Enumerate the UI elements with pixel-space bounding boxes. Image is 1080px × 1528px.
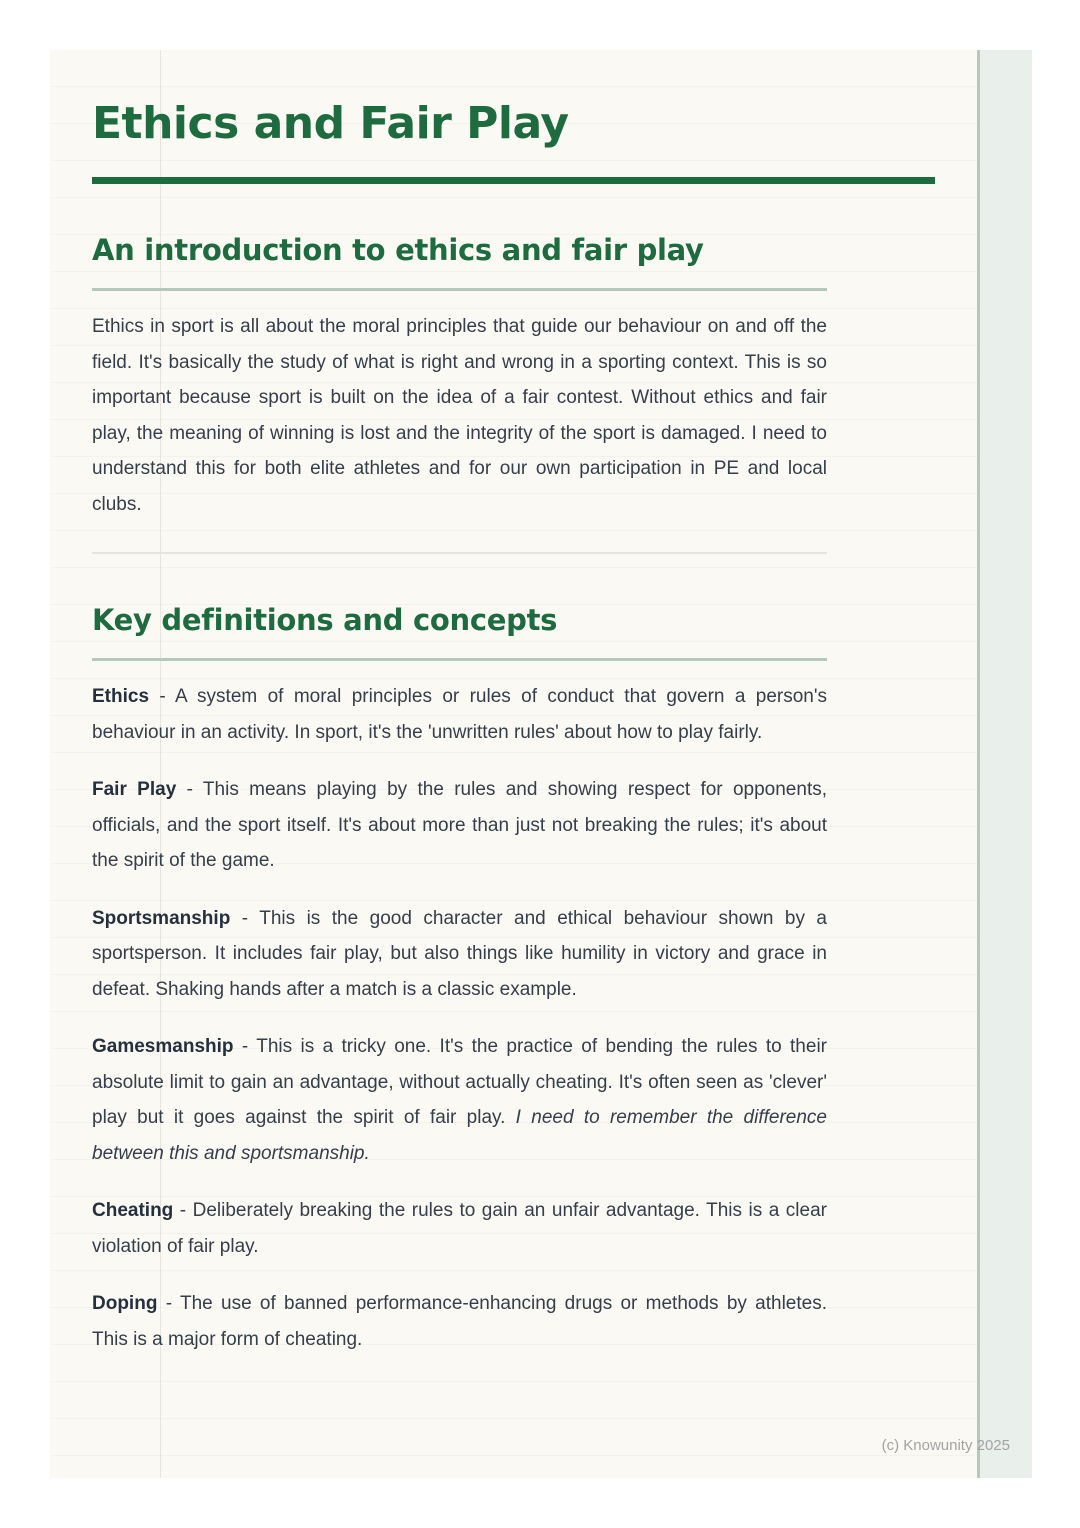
- definition-text: - This is a tricky one. It's the practice of bending the rules to their absolute limit to gain an advantage, without actually cheating. It's often seen as 'clever' play but it goes against the spirit of fair play.: [92, 1036, 827, 1128]
- definition-text: - The use of banned performance-enhancing drugs or methods by athletes. This is a major form of cheating.: [92, 1293, 827, 1350]
- section-introduction: [92, 229, 827, 522]
- definition-paragraph: [92, 901, 827, 1008]
- heading-underline-rule: [92, 288, 827, 291]
- definition-text: - This means playing by the rules and showing respect for opponents, officials, and the sport itself. It's about more than just not breaking the rules; it's about the spirit of the game.: [92, 779, 827, 871]
- title-underline-rule: [92, 177, 935, 184]
- document-content: [92, 50, 827, 1379]
- page-title: Ethics and Fair Play: [92, 98, 569, 149]
- definition-paragraph: [92, 679, 827, 750]
- section-divider: [92, 552, 827, 554]
- right-accent-stripe: [977, 50, 1032, 1478]
- section-heading-definitions: Key definitions and concepts: [92, 603, 558, 637]
- section-definitions: [92, 599, 827, 1357]
- definition-paragraph: [92, 1286, 827, 1357]
- definition-term: Ethics: [92, 686, 150, 707]
- definition-text: - A system of moral principles or rules of conduct that govern a person's behaviour in an activity. In sport, it's the 'unwritten rules' about how to play fairly.: [92, 686, 827, 743]
- definition-term: Gamesmanship: [92, 1036, 234, 1057]
- definition-paragraph: [92, 1193, 827, 1264]
- definition-paragraph: [92, 1029, 827, 1171]
- definition-italic-note: I need to remember the difference between this and sportsmanship.: [92, 1107, 827, 1164]
- definition-paragraph: [92, 772, 827, 879]
- section-heading-introduction: An introduction to ethics and fair play: [92, 233, 704, 267]
- watermark-text: (c) Knowunity 2025: [881, 1437, 1010, 1454]
- definition-term: Fair Play: [92, 779, 177, 800]
- document-page: [50, 50, 1032, 1478]
- definition-text: - This is the good character and ethical behaviour shown by a sportsperson. It includes fair play, but also things like humility in victory and grace in defeat. Shaking hands after a match is a classic example.: [92, 907, 827, 1000]
- definition-text: - Deliberately breaking the rules to gain an unfair advantage. This is a clear violation of fair play.: [92, 1200, 827, 1257]
- definition-term: Sportsmanship: [92, 907, 231, 929]
- definition-term: Doping: [92, 1293, 158, 1314]
- heading-underline-rule: [92, 658, 827, 661]
- definitions-list: [92, 679, 827, 1357]
- introduction-paragraph: Ethics in sport is all about the moral principles that guide our behaviour on and off the field. It's basically the study of what is right and wrong in a sporting context. This is so important because sport is built on the idea of a fair contest. Without ethics and fair play, the meaning of winning is lost and the integrity of the sport is damaged. I need to understand this for both elite athletes and for our own participation in PE and local clubs.: [92, 316, 827, 515]
- definition-term: Cheating: [92, 1200, 174, 1221]
